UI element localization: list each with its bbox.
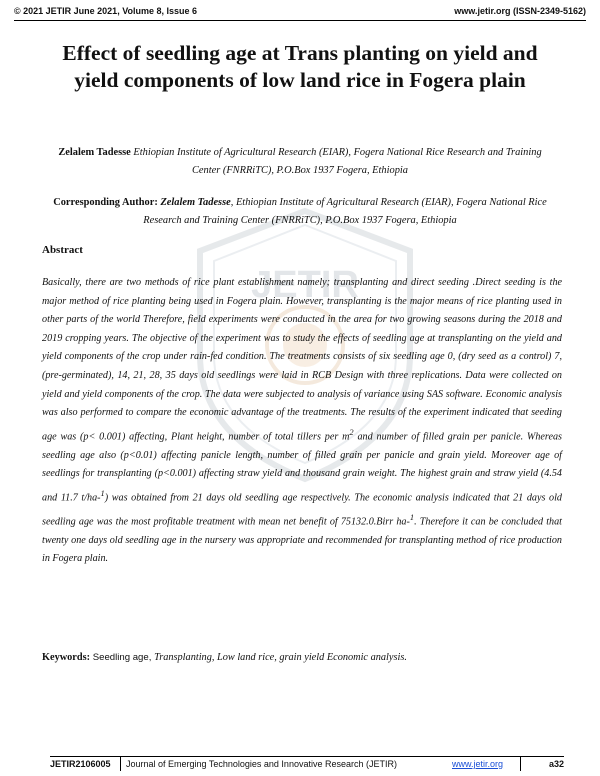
author-affiliation: Ethiopian Institute of Agricultural Research (EIAR), Fogera National Rice Research and Training Center (FNRRiTC), P.O.Box 1937 Fogera, Ethiopia xyxy=(133,147,542,176)
paper-title: Effect of seedling age at Trans planting on yield and yield components of low land rice in Fogera plain xyxy=(62,41,538,92)
keywords-label: Keywords: xyxy=(42,652,91,663)
corresponding-author-name: Zelalem Tadesse xyxy=(160,197,231,208)
paper-id: JETIR2106005 xyxy=(50,759,111,769)
journal-url-issn[interactable]: www.jetir.org (ISSN-2349-5162) xyxy=(454,6,586,16)
keywords-list: Transplanting, Low land rice, grain yield Economic analysis. xyxy=(154,652,407,663)
author-block xyxy=(48,144,552,180)
journal-issue-info: © 2021 JETIR June 2021, Volume 8, Issue 6 xyxy=(14,6,198,16)
abstract-text: Basically, there are two methods of rice plant establishment namely; transplanting and direct seeding .Direct seeding is the major method of rice planting being used in Fogera plain. However, transplanting is the major means of rice planting used in other parts of the world Therefore, field experiments were conducted in the area for two growing seasons during the 2018 and 2019 cropping years. The objective of the experiment was to study the effects of seedling age at transplanting on the yield and yield components of the crop under rain-fed condition. The treatments consists of six seedling age 0, (dry seed as a control) 7, (pre-germinated), 14, 21, 28, 35 days old seedlings were laid in RCB Design with three replications. Data were collected on yield and yield components of the crop. The data were subjected to analysis of variance using SAS software. Economic analysis was also performed to compare the economic advantage of the treatments. The results of the experiment indicated that seeding age was (p< 0.001) affecting, Plant height, number of total tillers per $m^2$ and number of filled grain per panicle. Whereas seedling age also (p<0.01) affecting panicle length, number of filled grain per panicle and grain yield. Moreover age of seedlings for transplanting (p<0.001) affecting straw yield and thousand grain weight. The highest grain and straw yield (4.54 and 11.7 t/ha-$^1$) was obtained from 21 days old seedling age respectively. The economic analysis indicated that 21 days old seedling age was the most profitable treatment with mean net benefit of 75132.0.Birr ha-$^1$. Therefore it can be concluded that twenty one days old seedling age in the nursery was appropriate and recommended for transplanting method of rice production in Fogera plain. xyxy=(42,277,562,565)
journal-link[interactable]: www.jetir.org xyxy=(452,759,504,769)
corresponding-label: Corresponding Author: xyxy=(53,197,158,208)
corresponding-author-block xyxy=(48,194,552,230)
page-header xyxy=(14,6,586,21)
footer-divider xyxy=(120,757,121,771)
author-name: Zelalem Tadesse xyxy=(58,147,131,158)
journal-name: Journal of Emerging Technologies and Innovative Research (JETIR) xyxy=(126,759,397,769)
svg-text:JETIR: JETIR xyxy=(251,264,359,306)
footer-divider xyxy=(520,757,521,771)
page-number: a32 xyxy=(548,759,564,769)
corresponding-affiliation: , Ethiopian Institute of Agricultural Research (EIAR), Fogera National Rice Research and Training Center (FNRRiTC), P.O.Box 1937 Fogera, Ethiopia xyxy=(143,197,547,226)
abstract-heading: Abstract xyxy=(42,244,83,256)
keywords-plain: Seedling age, xyxy=(90,652,155,663)
page-footer xyxy=(50,756,564,771)
keywords-line xyxy=(42,652,562,663)
